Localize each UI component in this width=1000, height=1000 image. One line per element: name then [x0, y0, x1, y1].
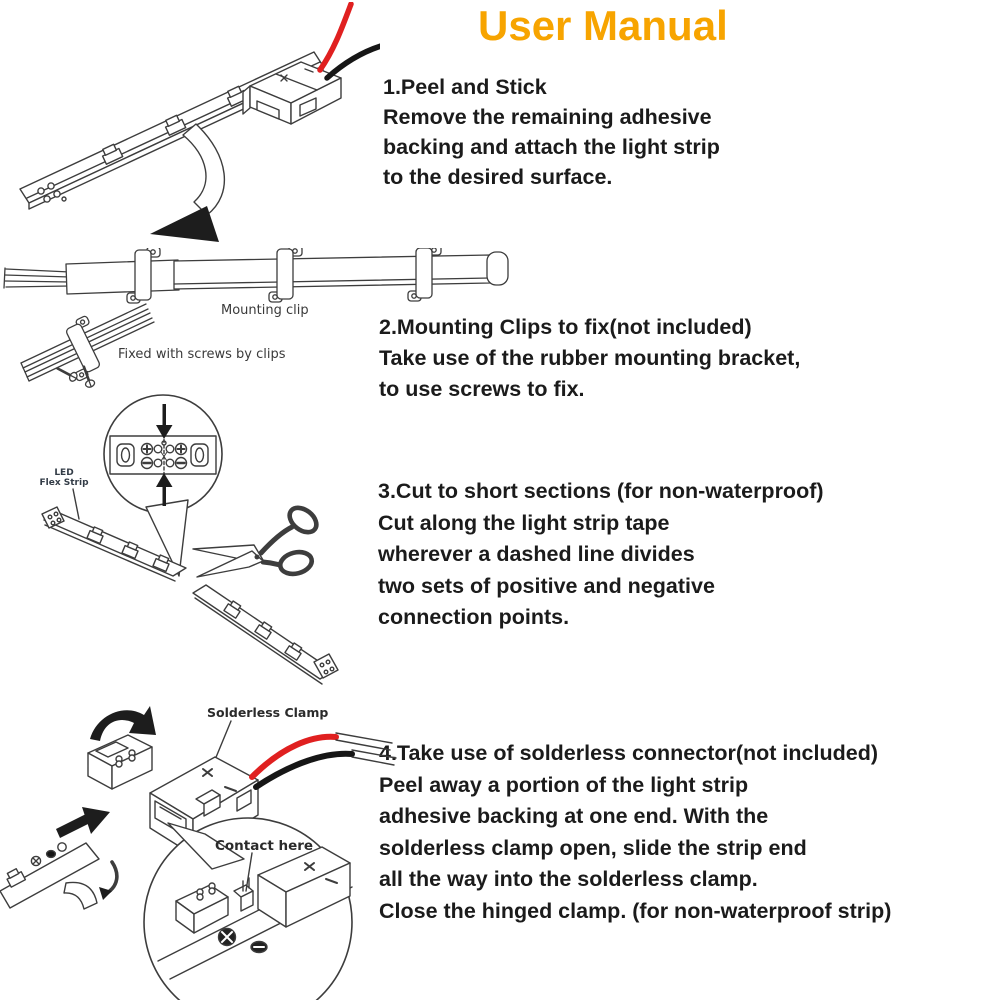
strip-end: [0, 843, 117, 909]
step-3-line: connection points.: [378, 605, 570, 629]
step-3-line: two sets of positive and negative: [378, 573, 715, 598]
led-strip-pointer-line: [73, 489, 79, 519]
step-4-heading: 4.Take use of solderless connector(not included): [379, 741, 878, 765]
step-3-heading: 3.Cut to short sections (for non-waterproof): [378, 479, 824, 503]
page-title: User Manual: [478, 2, 728, 49]
step-3-line: Cut along the light strip tape: [378, 510, 670, 535]
step-1-line: to the desired surface.: [383, 165, 613, 189]
step-1-line: backing and attach the light strip: [383, 135, 720, 159]
step-2-line: Take use of the rubber mounting bracket,: [379, 346, 801, 370]
led-strip-lower: [193, 585, 338, 684]
mounting-clip-label: Mounting clip: [221, 303, 309, 318]
step-1-heading: 1.Peel and Stick: [383, 75, 547, 99]
led-flex-strip-label: Flex Strip: [39, 478, 89, 488]
step-4-line: all the way into the solderless clamp.: [379, 867, 758, 891]
slide-in-arrow-icon: [56, 807, 110, 838]
clamp-lid: [88, 735, 152, 789]
contact-here-label: Contact here: [215, 838, 314, 854]
step-4-line: adhesive backing at one end. With the: [379, 804, 769, 828]
step-4-line: Close the hinged clamp. (for non-waterproof strip): [379, 898, 892, 923]
led-strip-drawing: [0, 2, 380, 248]
wire-tip: [336, 733, 392, 750]
cut-sections-illustration: [0, 390, 400, 690]
led-flex-strip-label: LED: [54, 468, 74, 478]
step-2-line: to use screws to fix.: [379, 377, 585, 401]
scissors-icon: [193, 503, 321, 577]
step-4-line: solderless clamp open, slide the strip end: [379, 835, 807, 860]
cutting-drawing: [0, 390, 400, 690]
strip-connector: [243, 62, 341, 124]
lead-wires: [4, 268, 70, 288]
solderless-clamp-drawing: [0, 695, 400, 1000]
wire-black: [327, 46, 380, 78]
step-1-text: [383, 72, 720, 192]
step-2-heading: 2.Mounting Clips to fix(not included): [379, 315, 752, 339]
step-3-text: [378, 476, 824, 634]
wire-tip: [352, 750, 396, 765]
cut-point-detail: [110, 434, 216, 476]
fixed-with-screws-label: Fixed with screws by clips: [118, 347, 286, 362]
step-1-line: Remove the remaining adhesive: [383, 105, 712, 129]
peel-and-stick-illustration: [0, 2, 380, 248]
solderless-clamp-label: Solderless Clamp: [207, 705, 329, 720]
close-lid-arrow-icon: [90, 706, 156, 741]
solderless-connector-illustration: [0, 695, 400, 1000]
step-4-text: [379, 738, 891, 927]
step-3-line: wherever a dashed line divides: [378, 542, 695, 566]
step-4-line: Peel away a portion of the light strip: [379, 772, 749, 797]
